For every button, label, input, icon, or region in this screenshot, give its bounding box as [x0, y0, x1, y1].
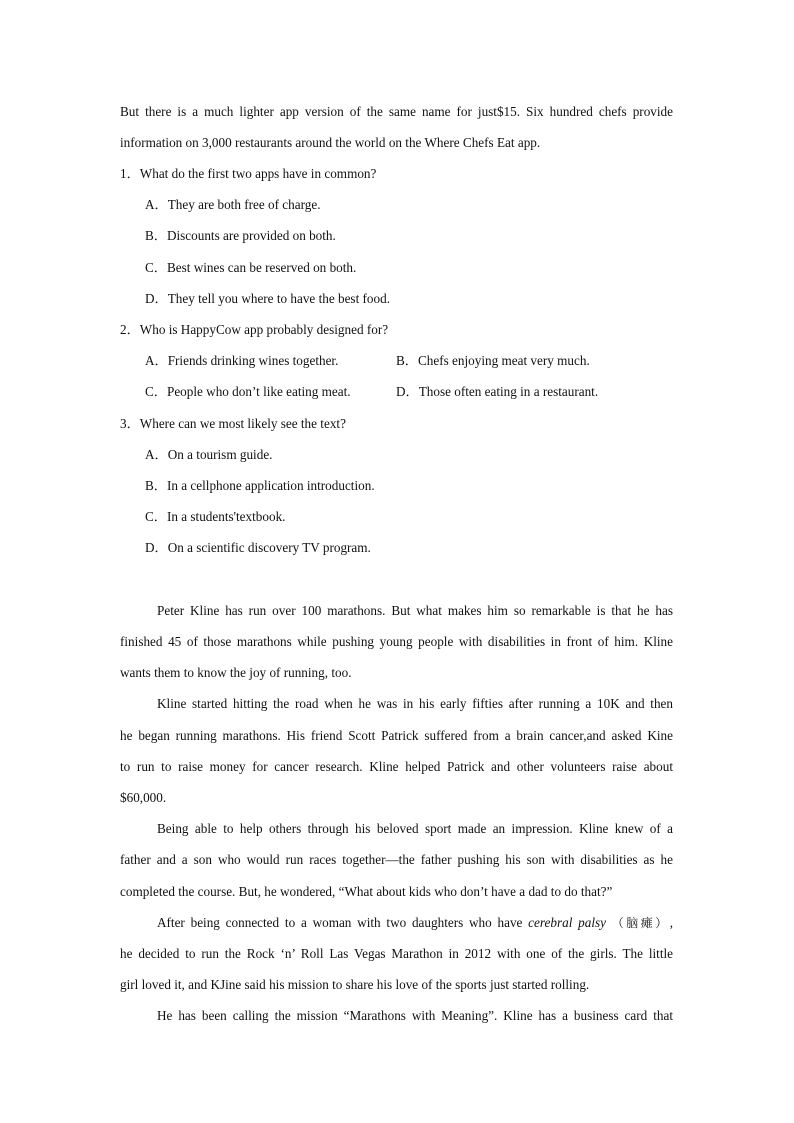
question-1-option-b: B．Discounts are provided on both.	[145, 228, 336, 243]
passage-p4-text: After being connected to a woman with two daughters who have	[157, 915, 529, 930]
question-2-option-c: C．People who don’t like eating meat.	[145, 384, 351, 399]
passage-p2-line-4: $60,000.	[120, 790, 167, 805]
passage-p3-line-1: Being able to help others through his beloved sport made an impression. Kline knew of a	[157, 821, 673, 836]
intro-line-1: But there is a much lighter app version of the same name for just$15. Six hundred chefs provide	[120, 104, 673, 119]
question-1-option-d: D．They tell you where to have the best food.	[145, 291, 390, 306]
question-3-option-c: C．In a students'textbook.	[145, 509, 286, 524]
question-1: 1．What do the first two apps have in common?	[120, 166, 377, 181]
question-2-option-b: B．Chefs enjoying meat very much.	[396, 353, 590, 368]
passage-p3-line-2: father and a son who would run races together—the father pushing his son with disabilities as he	[120, 852, 673, 867]
question-3: 3．Where can we most likely see the text?	[120, 416, 346, 431]
chinese-gloss: （脑瘫）	[611, 916, 670, 930]
passage-p2-line-2: he began running marathons. His friend Scott Patrick suffered from a brain cancer,and asked Kine	[120, 728, 673, 743]
question-2: 2．Who is HappyCow app probably designed for?	[120, 322, 389, 337]
passage-p4-line-3: girl loved it, and KJine said his mission to share his love of the sports just started rolling.	[120, 977, 590, 992]
intro-line-2: information on 3,000 restaurants around the world on the Where Chefs Eat app.	[120, 135, 541, 150]
question-2-option-d: D．Those often eating in a restaurant.	[396, 384, 599, 399]
passage-p1-line-3: wants them to know the joy of running, too.	[120, 665, 352, 680]
passage-p1-line-2: finished 45 of those marathons while pushing young people with disabilities in front of him. Kline	[120, 634, 673, 649]
passage-p3-line-3: completed the course. But, he wondered, “What about kids who don’t have a dad to do that?”	[120, 884, 613, 899]
question-1-option-a: A．They are both free of charge.	[145, 197, 321, 212]
question-3-option-d: D．On a scientific discovery TV program.	[145, 540, 371, 555]
passage-p1-line-1: Peter Kline has run over 100 marathons. But what makes him so remarkable is that he has	[157, 603, 673, 618]
question-3-option-a: A．On a tourism guide.	[145, 447, 273, 462]
cerebral-palsy-term: cerebral palsy	[528, 915, 606, 930]
passage-p4-line-2: he decided to run the Rock ‘n’ Roll Las Vegas Marathon in 2012 with one of the girls. The little	[120, 946, 673, 961]
passage-p2-line-1: Kline started hitting the road when he was in his early fifties after running a 10K and then	[157, 696, 673, 711]
passage-p4-comma: ,	[669, 915, 673, 930]
passage-p4-line-1	[157, 914, 673, 932]
passage-p2-line-3: to run to raise money for cancer research. Kline helped Patrick and other volunteers raise about	[120, 759, 673, 774]
question-1-option-c: C．Best wines can be reserved on both.	[145, 260, 357, 275]
question-3-option-b: B．In a cellphone application introduction.	[145, 478, 375, 493]
passage-p5-line-1: He has been calling the mission “Marathons with Meaning”. Kline has a business card that	[157, 1008, 673, 1023]
question-2-option-a: A．Friends drinking wines together.	[145, 353, 339, 368]
